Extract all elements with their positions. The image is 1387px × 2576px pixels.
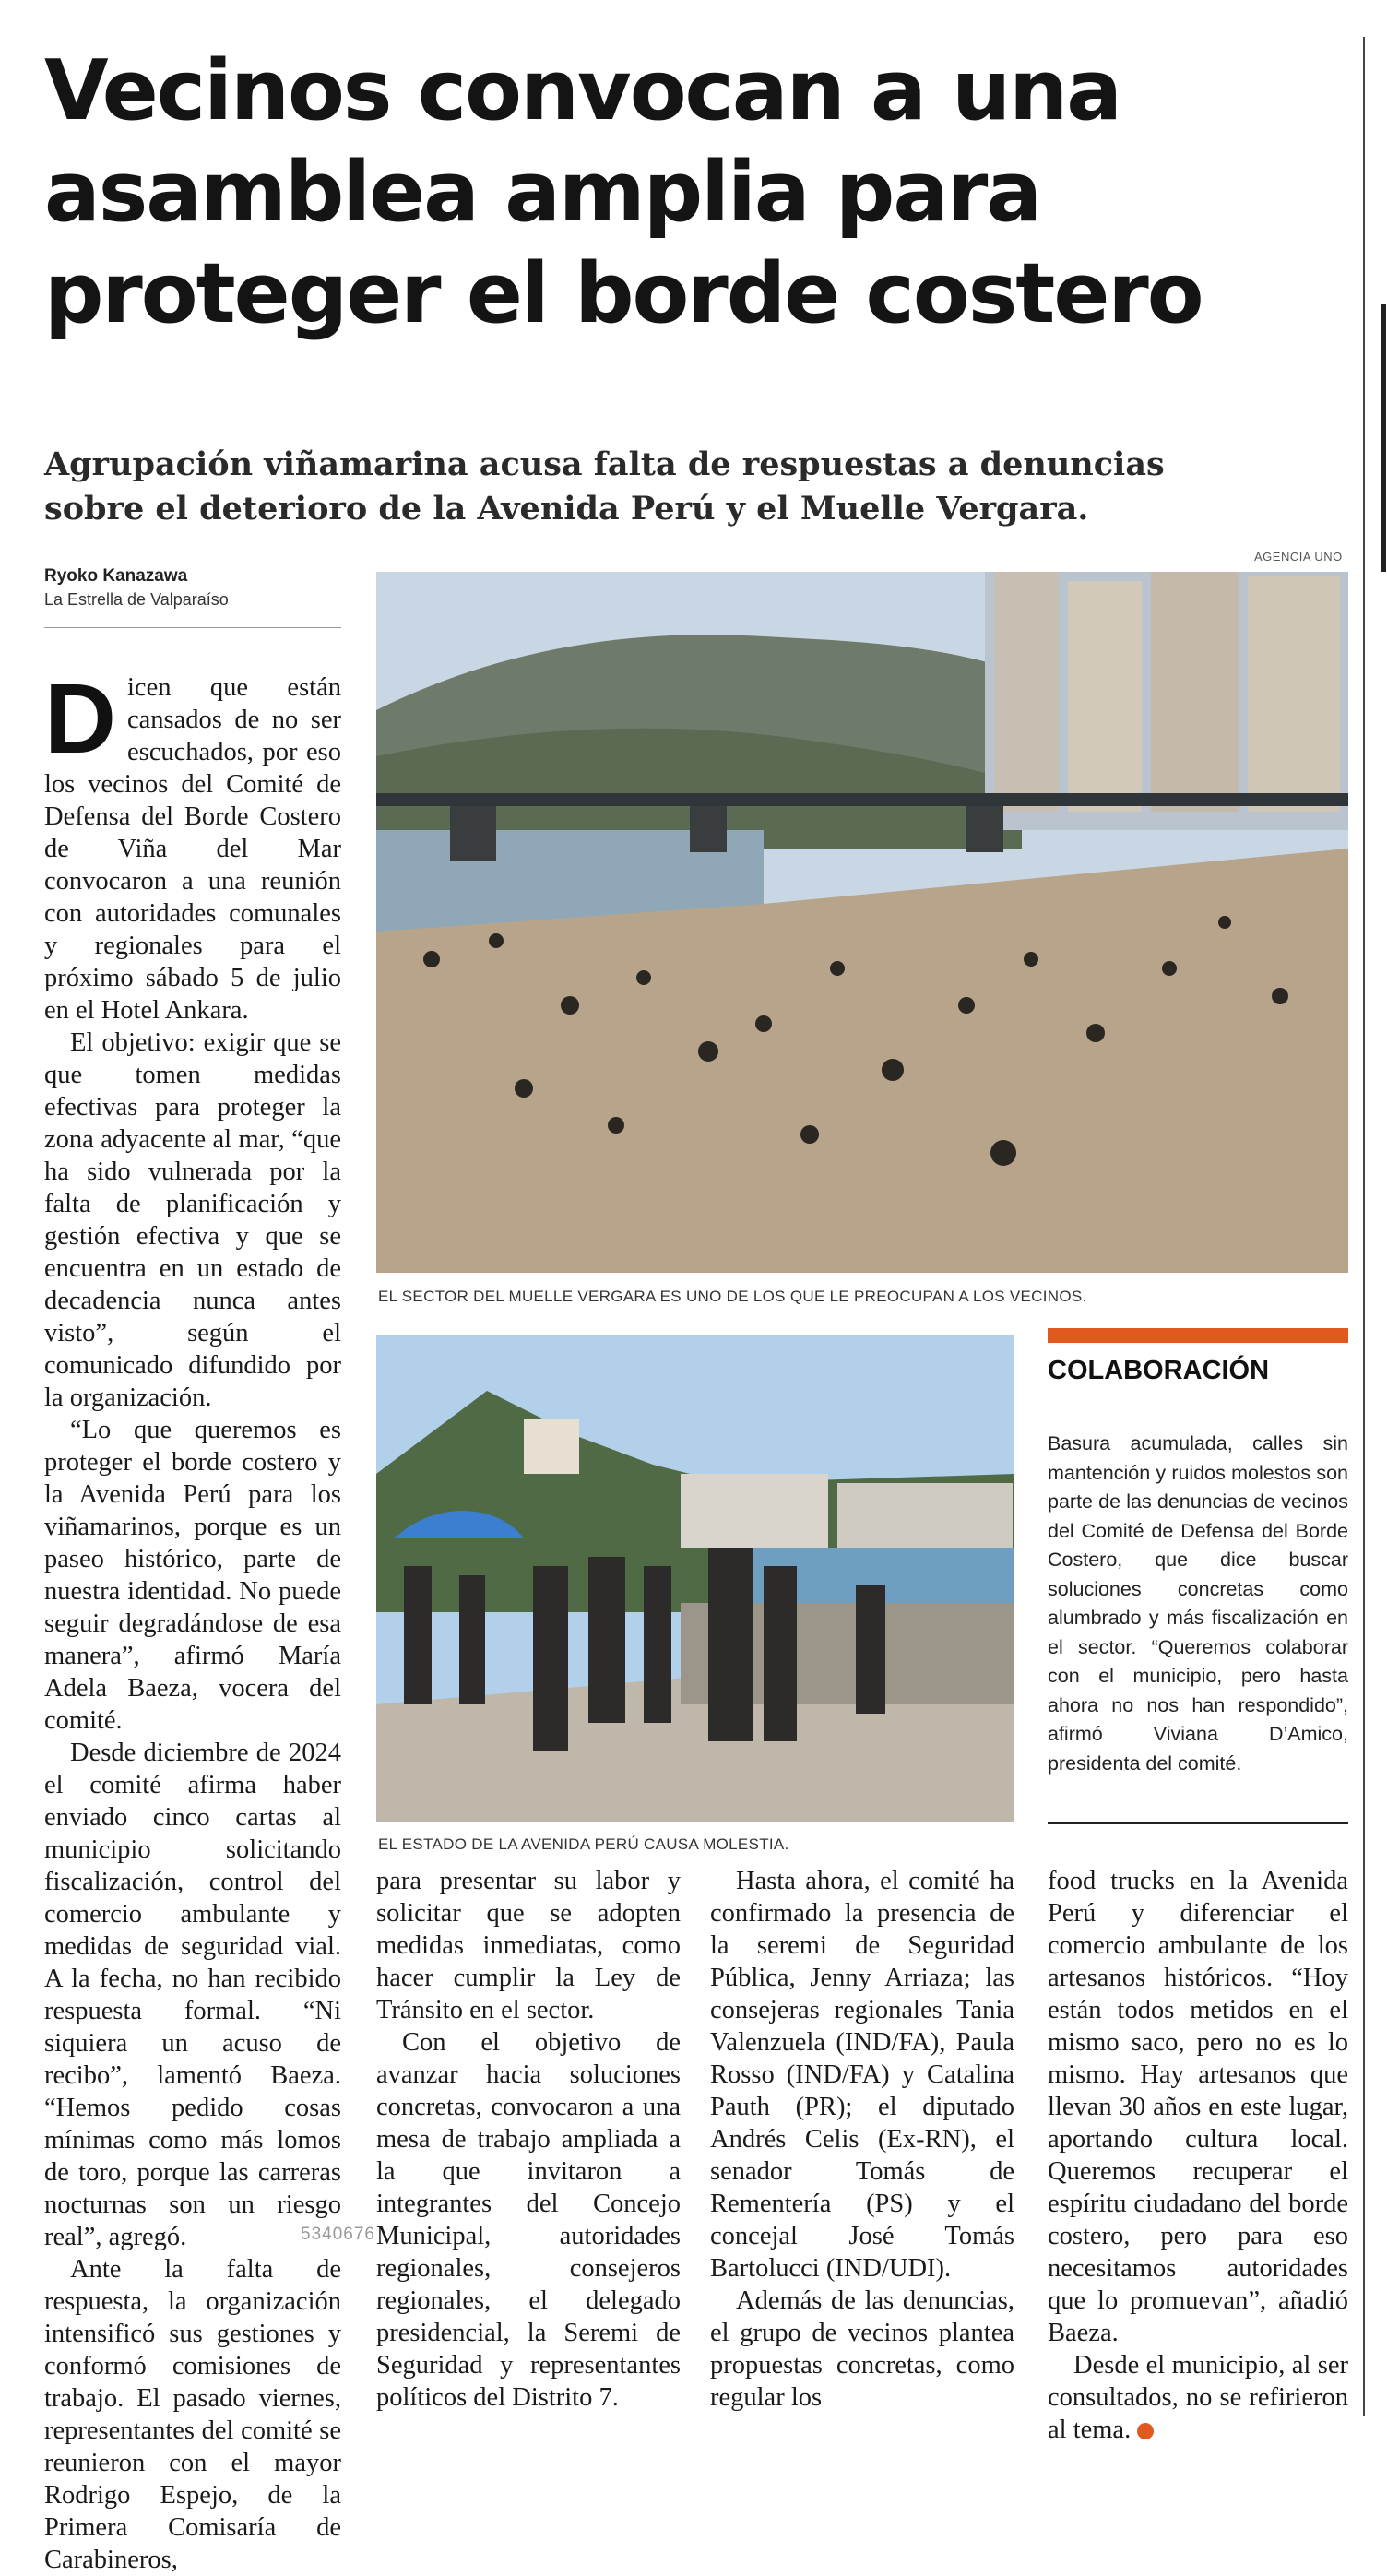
subhead-line: Agrupación viñamarina acusa falta de respuestas a denuncias <box>44 445 1165 483</box>
adjacent-page-bar <box>1381 304 1386 572</box>
beach-photo <box>376 572 1348 1273</box>
photo-caption-2: EL ESTADO DE LA AVENIDA PERÚ CAUSA MOLESTIA. <box>378 1835 789 1853</box>
article-column-4 <box>1048 1865 1348 2446</box>
paragraph: Con el objetivo de avanzar hacia soluciones concretas, convocaron a una mesa de trabajo ampliada a la que invitaron a integrantes del Concejo Municipal, autoridades regionales, consejeros regionales, el delegado presidencial, la Seremi de Seguridad y representantes políticos del Distrito 7. <box>376 2028 681 2412</box>
paragraph: food trucks en la Avenida Perú y diferenciar el comercio ambulante de los artesanos históricos. “Hoy están todos metidos en el mismo saco, pero no es lo mismo. Hay artesanos que llevan 30 años en este lugar, aportando cultura local. Queremos recuperar el espíritu ciudadano del borde costero, pero para eso necesitamos autoridades que lo promuevan”, añadió Baeza. <box>1048 1867 1348 2347</box>
headline-line: asamblea amplia para <box>44 144 1041 241</box>
sidebar-text: Basura acumulada, calles sin mantención y ruidos molestos son parte de las denuncias de vecinos del Comité de Defensa del Borde Costero, que dice buscar soluciones concretas como alumbrado y más fiscalización en el sector. “Queremos colaborar con el municipio, pero hasta ahora no nos han respondido”, afirmó Viviana D’Amico, presidenta del comité. <box>1048 1432 1348 1775</box>
end-of-article-icon: + <box>1137 2423 1154 2439</box>
sidebar-accent-bar <box>1048 1328 1348 1343</box>
photo-caption-1: EL SECTOR DEL MUELLE VERGARA ES UNO DE LOS QUE LE PREOCUPAN A LOS VECINOS. <box>378 1288 1087 1305</box>
sidebar-title: COLABORACIÓN <box>1048 1356 1270 1385</box>
beach-photo-illustration <box>376 572 1348 1273</box>
author-name: Ryoko Kanazawa <box>44 566 188 586</box>
subheadline <box>44 443 1317 531</box>
paragraph: Además de las denuncias, el grupo de vecinos plantea propuestas concretas, como regular los <box>710 2286 1014 2412</box>
photo-credit: AGENCIA UNO <box>1254 550 1343 564</box>
paragraph: Desde diciembre de 2024 el comité afirma haber enviado cinco cartas al municipio solicitando fiscalización, control del comercio ambulante y medidas de seguridad vial. A la fecha, no han recibido respuesta formal. “Ni siquiera un acuso de recibo”, lamentó Baeza. “Hemos pedido cosas mínimas como más lomos de toro, porque las carreras nocturnas son un riesgo real”, agregó. <box>44 1739 341 2251</box>
article-column-2 <box>376 1865 681 2414</box>
sidebar-divider <box>1048 1822 1348 1824</box>
publication-name: La Estrella de Valparaíso <box>44 590 229 609</box>
paragraph: “Lo que queremos es proteger el borde costero y la Avenida Perú para los viñamarinos, porque es un paseo histórico, parte de nuestra identidad. No puede seguir degradándose de esa manera”, afirmó María Adela Baeza, vocera del comité. <box>44 1416 341 1735</box>
paragraph: Hasta ahora, el comité ha confirmado la presencia de la seremi de Seguridad Pública, Jenny Arriaza; las consejeras regionales Tania Valenzuela (IND/FA), Paula Rosso (IND/FA) y Catalina Pauth (PR); el diputado Andrés Celis (Ex-RN), el senador Tomás de Rementería (PS) y el concejal José Tomás Bartolucci (IND/UDI). <box>710 1867 1014 2283</box>
headline-line: proteger el borde costero <box>44 245 1203 342</box>
article-column-3 <box>710 1865 1014 2414</box>
byline-divider <box>44 627 341 628</box>
promenade-photo <box>376 1335 1014 1822</box>
paragraph: El objetivo: exigir que se que tomen medidas efectivas para proteger la zona adyacente al mar, “que ha sido vulnerada por la falta de planificación y gestión efectiva y que se encuentra en un estado de decadencia nunca antes visto”, según el comunicado difundido por la organización. <box>44 1028 341 1412</box>
paragraph: icen que están cansados de no ser escuchados, por eso los vecinos del Comité de Defensa del Borde Costero de Viña del Mar convocaron a una reunión con autoridades comunales y regionales para el próximo sábado 5 de julio en el Hotel Ankara. <box>44 673 341 1025</box>
headline-line: Vecinos convocan a una <box>44 42 1120 139</box>
watermark-id: 5340676 <box>301 2225 375 2244</box>
article-column-1 <box>44 662 341 2576</box>
headline <box>44 41 1354 345</box>
paragraph <box>1048 2349 1348 2446</box>
drop-cap: D <box>44 662 116 774</box>
paragraph: Ante la falta de respuesta, la organización intensificó sus gestiones y conformó comisiones de trabajo. El pasado viernes, representantes del comité se reunieron con el mayor Rodrigo Espejo, de la Primera Comisaría de Carabineros, <box>44 2255 341 2574</box>
paragraph: para presentar su labor y solicitar que se adopten medidas inmediatas, como hacer cumplir la Ley de Tránsito en el sector. <box>376 1867 681 2024</box>
promenade-photo-illustration <box>376 1335 1014 1822</box>
closing-paragraph-text: Desde el municipio, al ser consultados, no se refirieron al tema. <box>1048 2351 1348 2444</box>
page-divider-rule <box>1363 37 1365 2416</box>
subhead-line: sobre el deterioro de la Avenida Perú y el Muelle Vergara. <box>44 490 1089 528</box>
